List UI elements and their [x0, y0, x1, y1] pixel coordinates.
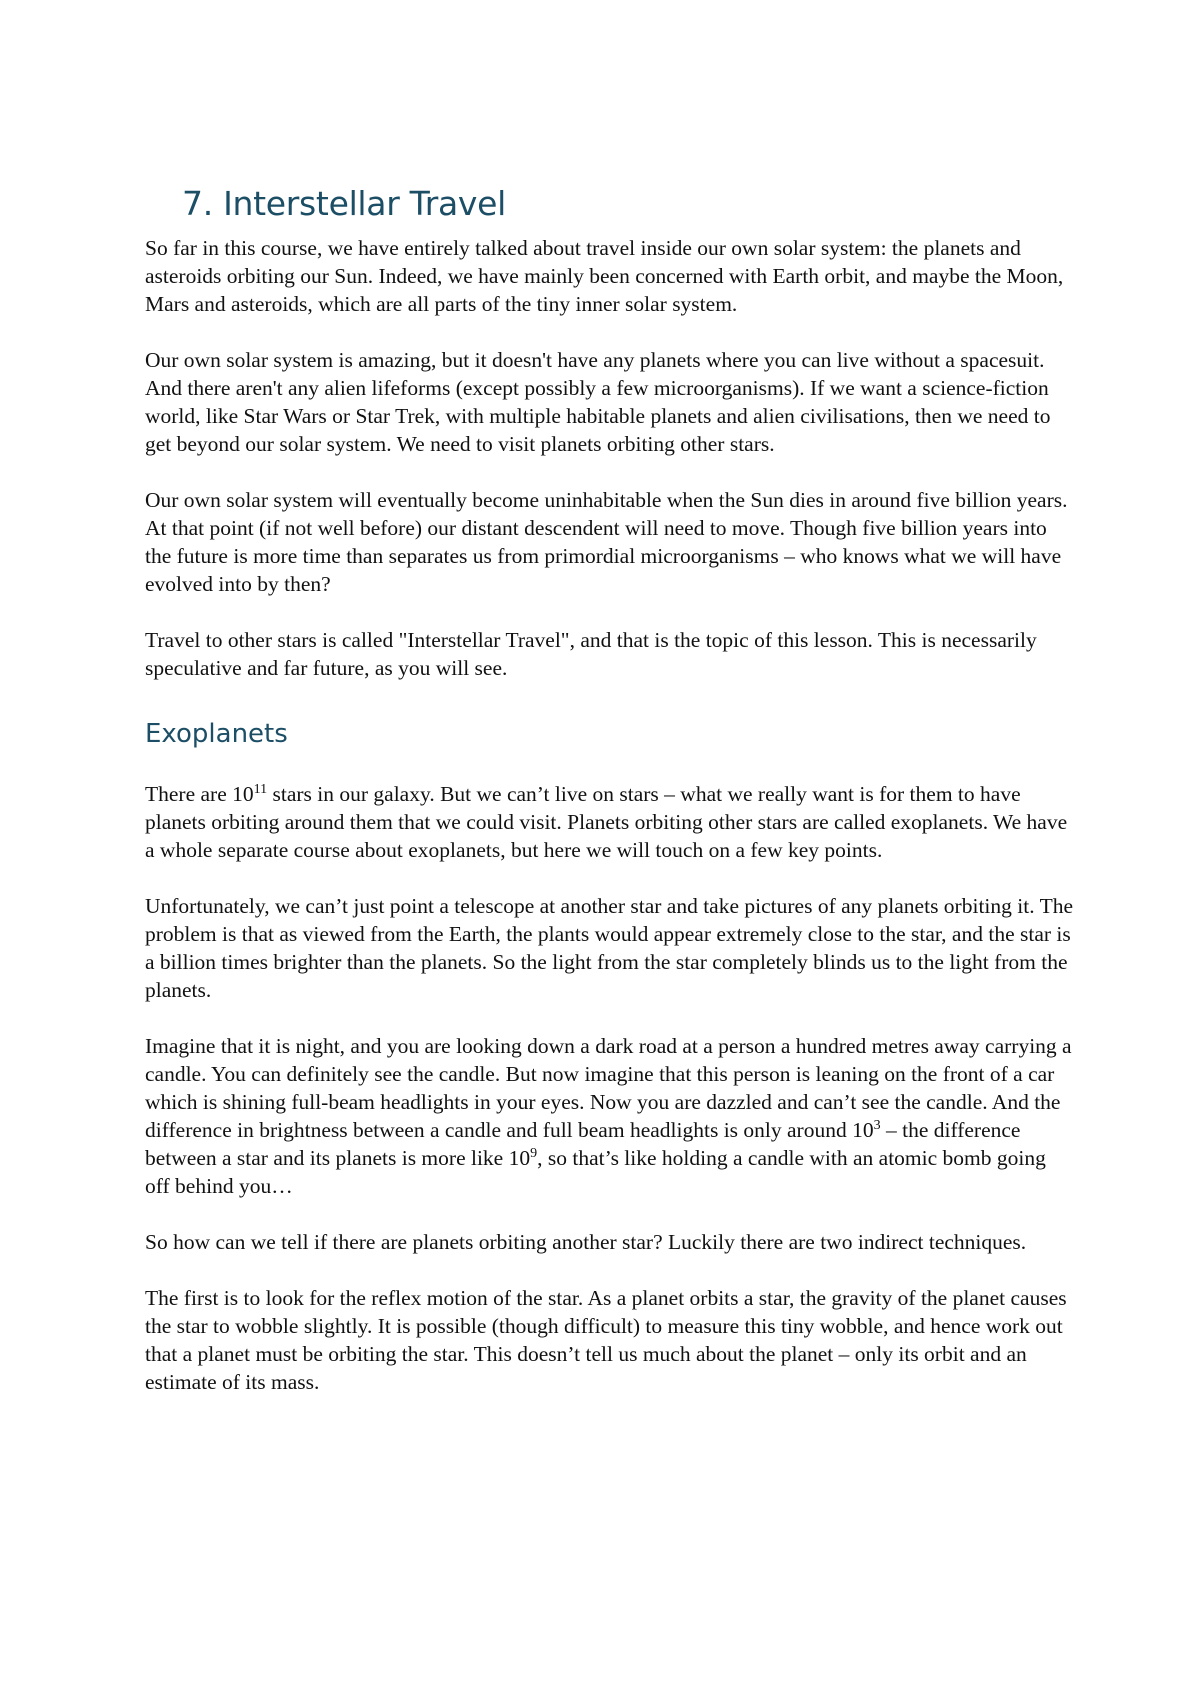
intro-paragraph-2: Our own solar system is amazing, but it doesn't have any planets where you can live without a spacesuit. And there aren't any alien lifeforms (except possibly a few microorganisms). If we want a science-fiction world, like Star Wars or Star Trek, with multiple habitable planets and alien civilisations, then we need to get beyond our solar system. We need to visit planets orbiting other stars.	[145, 348, 1051, 456]
page-content	[145, 182, 1075, 1424]
text-run: – the difference between a star and its planets is more like 10	[145, 1118, 1021, 1170]
intro-paragraph-3: Our own solar system will eventually become uninhabitable when the Sun dies in around five billion years. At that point (if not well before) our distant descendent will need to move. Though five billion years into the future is more time than separates us from primordial microorganisms – who knows what we will have evolved into by then?	[145, 488, 1068, 596]
superscript: 9	[530, 1145, 538, 1161]
text-run: Imagine that it is night, and you are looking down a dark road at a person a hundred metres away carrying a candle. You can definitely see the candle. But now imagine that this person is leaning on the front of a car which is shining full-beam headlights in your eyes. Now you are dazzled and can’t see the candle. And the difference in brightness between a candle and full beam headlights is only around 10	[145, 1034, 1072, 1142]
exoplanets-paragraph-5: The first is to look for the reflex motion of the star. As a planet orbits a star, the gravity of the planet causes the star to wobble slightly. It is possible (though difficult) to measure this tiny wobble, and hence work out that a planet must be orbiting the star. This doesn’t tell us much about the planet – only its orbit and an estimate of its mass.	[145, 1286, 1067, 1394]
exoplanets-paragraph-4: So how can we tell if there are planets orbiting another star? Luckily there are two indirect techniques.	[145, 1230, 1027, 1254]
chapter-title: 7. Interstellar Travel	[182, 184, 506, 223]
superscript: 11	[253, 781, 268, 797]
exoplanets-paragraph-3	[145, 1032, 1075, 1200]
superscript: 3	[873, 1117, 881, 1133]
text-run: stars in our galaxy. But we can’t live on stars – what we really want is for them to have planets orbiting around them that we could visit. Planets orbiting other stars are called exoplanets. We have a whole separate course about exoplanets, but here we will touch on a few key points.	[145, 782, 1068, 862]
text-run: , so that’s like holding a candle with an atomic bomb going off behind you…	[145, 1146, 1046, 1198]
section-title-exoplanets: Exoplanets	[145, 719, 288, 749]
text-run: There are 10	[145, 782, 254, 806]
intro-paragraph-4: Travel to other stars is called "Interstellar Travel", and that is the topic of this lesson. This is necessarily speculative and far future, as you will see.	[145, 628, 1037, 680]
intro-paragraph-1: So far in this course, we have entirely talked about travel inside our own solar system: the planets and asteroids orbiting our Sun. Indeed, we have mainly been concerned with Earth orbit, and maybe the Moon, Mars and asteroids, which are all parts of the tiny inner solar system.	[145, 236, 1064, 316]
exoplanets-paragraph-2: Unfortunately, we can’t just point a telescope at another star and take pictures of any planets orbiting it. The problem is that as viewed from the Earth, the plants would appear extremely close to the star, and the star is a billion times brighter than the planets. So the light from the star completely blinds us to the light from the planets.	[145, 894, 1073, 1002]
exoplanets-paragraph-1	[145, 780, 1075, 864]
